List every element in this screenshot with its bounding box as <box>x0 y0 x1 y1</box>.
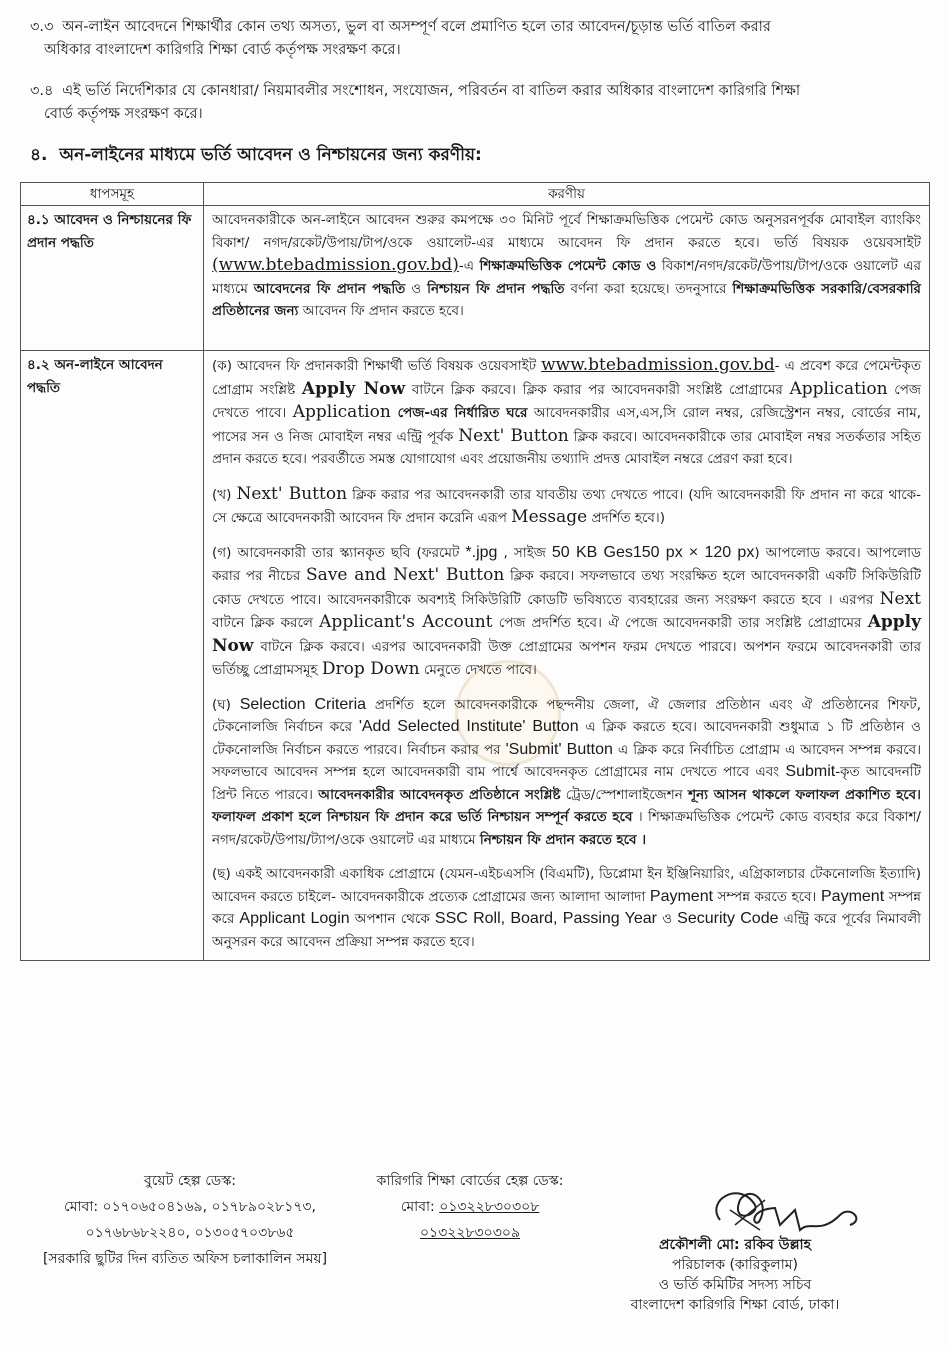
signatory-org: বাংলাদেশ কারিগরি শিক্ষা বোর্ড, ঢাকা। <box>630 1297 840 1313</box>
text: সম্পন্ন করতে হবে। <box>713 888 821 905</box>
text: এ ক্লিক করতে হবে। আবেদনকারী শুধুমাত্র ১ টি প্রতিষ্ঠান ও টেকনোলজি নির্বাচন করতে পারবে। নির্বাচন করার পর <box>212 719 921 758</box>
table-header-row <box>21 183 930 206</box>
text: ও <box>657 911 678 927</box>
table-row <box>21 206 930 351</box>
header-steps: ধাপসমূহ <box>21 183 204 206</box>
step-cha <box>212 863 921 953</box>
fields-term: SSC Roll, Board, Passing Year <box>434 910 657 927</box>
bold-text: শিক্ষাক্রমভিত্তিক সরকারি/বেসরকারি প্রতিষ্ঠানের জন্য <box>212 280 921 319</box>
signatory-title: পরিচালক (কারিকুলাম) <box>671 1257 799 1273</box>
clause-number: ৩.৩ <box>30 19 54 35</box>
bold-text: আবেদনের ফি প্রদান পদ্ধতি <box>253 280 406 297</box>
text: - এ প্রবেশ করে পেমেন্টকৃত প্রোগ্রাম সংশ্লিষ্ট <box>212 358 921 398</box>
apply-now-term: Apply Now <box>212 612 922 656</box>
clause-text-cont: অধিকার বাংলাদেশ কারিগরি শিক্ষা বোর্ড কর্তৃপক্ষ সংরক্ষণ করে। <box>44 42 401 58</box>
selection-criteria-term: Selection Criteria <box>239 695 367 713</box>
text: আবেদনকারীর এস,এস,সি রোল নম্বর, রেজিস্ট্রেশন নম্বর, বোর্ডের নাম, পাসের সন ও নিজ মোবাইল নম্বর এন্ট্রি পূর্বক <box>212 405 921 445</box>
bold-text: শিক্ষাক্রমভিত্তিক পেমেন্ট কোড ও <box>479 258 657 274</box>
bold-text: নিশ্চায়ন ফি প্রদান পদ্ধতি <box>427 280 565 297</box>
text: আবেদন ফি প্রদান করতে হবে। <box>298 303 464 319</box>
phone-number: ০১৩২২৮৩০৩০৯ <box>419 1225 521 1241</box>
signatory-name: প্রকৌশলী মো: রকিব উল্লাহ <box>659 1237 811 1253</box>
text: (খ) <box>212 486 237 503</box>
help-desk-title: বুয়েট হেল্প ডেস্ক: <box>143 1173 236 1189</box>
text: (গ) আবেদনকারী তার স্ক্যানকৃত ছবি (ফরমেট <box>212 544 466 561</box>
table-row <box>21 351 930 961</box>
step-ka <box>212 354 921 471</box>
website-link[interactable]: www.btebadmission.gov.bd <box>541 355 775 375</box>
save-next-term: Save and Next' Button <box>306 565 505 585</box>
next-term: Next <box>879 588 921 609</box>
security-code-term: Security Code <box>677 910 779 927</box>
payment-term: Payment <box>821 887 885 905</box>
drop-down-term: Drop Down <box>321 659 420 679</box>
help-desk-phones: মোবা: ০১৭০৬৫০৪১৬৯, ০১৭৮৯০২৮১৭৩, <box>64 1199 316 1215</box>
applicant-login-term: Applicant Login <box>239 910 350 927</box>
submit-term: Submit <box>785 763 836 780</box>
text: ট্রেড/স্পেশালাইজেশন <box>560 786 689 803</box>
action-cell <box>204 351 930 961</box>
text: বর্ণনা করা হয়েছে। তদনুসারে <box>564 280 733 297</box>
text: প্রদর্শিত হবে।) <box>587 510 666 526</box>
board-help-desk <box>340 1168 600 1246</box>
next-button-term: Next' Button <box>236 483 348 504</box>
application-term: Application <box>789 378 888 399</box>
text: -এ <box>458 258 480 274</box>
bold-text: শূন্য আসন থাকলে ফলাফল প্রকাশিত হবে। ফলাফল প্রকাশ হলে নিশ্চায়ন ফি প্রদান করে ভর্তি নিশ্চায়ন সম্পূর্ন করতে হবে <box>212 786 921 825</box>
header-actions: করণীয় <box>204 183 930 206</box>
text: (ক) আবেদন ফি প্রদানকারী শিক্ষার্থী ভর্তি বিষয়ক ওয়েবসাইট <box>212 358 542 374</box>
text: । শিক্ষাক্রমভিত্তিক পেমেন্ট কোড ব্যবহার করে বিকাশ/নগদ/রকেট/উপায়/ট্যাপ/ওকে ওয়ালেট এর মাধ্যমে <box>212 809 921 848</box>
text: ক্লিক করবে। আবেদনকারীকে তার মোবাইল নম্বর সতর্কতার সহিত প্রদান করতে হবে। পরবর্তীতে সমস্ত যোগাযোগ এবং প্রয়োজনীয় তথ্যাদি প্রদত্ত মোবাইল নম্বরে প্রেরণ করা হবে। <box>212 428 921 467</box>
clause-text: অন-লাইন আবেদনে শিক্ষার্থীর কোন তথ্য অসত্য, ভুল বা অসম্পূর্ণ বলে প্রমাণিত হলে তার আবেদন/চূড়ান্ত ভর্তি বাতিল করার <box>62 19 771 35</box>
mobile-label: মোবা: <box>400 1199 440 1215</box>
text: ) আপলোড করবে। আপলোড করার পর নীচের <box>212 544 921 584</box>
bold-text: আবেদনকারীর আবেদনকৃত প্রতিষ্ঠানে সংশ্লিষ্ট <box>318 786 561 803</box>
submit-term: 'Submit' Button <box>505 740 613 758</box>
signatory-block <box>590 1235 880 1315</box>
text: পেজ দেখতে পাবে। <box>212 381 921 421</box>
apply-now-term: Apply Now <box>301 378 406 399</box>
text: বাটনে ক্লিক করলে <box>212 615 320 631</box>
size-term: 50 KB Ges150 px × 120 px <box>551 543 755 561</box>
text: এ ক্লিক করে নির্বাচিত প্রোগ্রাম এ আবেদন সম্পন্ন করবে। সফলভাবে আবেদন সম্পন্ন হলে আবেদনকারী বাম পার্শ্বে আবেদনকৃত প্রোগ্রামের নাম দেখতে পাবে এবং <box>212 741 922 780</box>
application-term: Application <box>292 402 391 422</box>
text: (ঘ) <box>212 696 240 713</box>
office-hours-note: [সরকারি ছুটির দিন ব্যতিত অফিস চলাকালিন সময়] <box>42 1251 328 1267</box>
help-desk-title: কারিগরি শিক্ষা বোর্ডের হেল্প ডেস্ক: <box>376 1173 564 1189</box>
step-cell: ৪.২ অন-লাইনে আবেদন পদ্ধতি <box>21 351 204 961</box>
step-kha <box>212 483 921 530</box>
account-term: Applicant's Account <box>319 612 493 632</box>
clause-3-4 <box>30 80 920 126</box>
text: ক্লিক করার পর আবেদনকারী তার যাবতীয় তথ্য দেখতে পাবে। (যদি আবেদনকারী ফি প্রদান না করে থাকে- সে ক্ষেত্রে আবেদনকারী আবেদন ফি প্রদান করেনি এরূপ <box>212 486 921 526</box>
step-cell: ৪.১ আবেদন ও নিশ্চায়নের ফি প্রদান পদ্ধতি <box>21 206 204 351</box>
clause-text: এই ভর্তি নির্দেশিকার যে কোনধারা/ নিয়মাবলীর সংশোধন, সংযোজন, পরিবর্তন বা বাতিল করার অধিকার বাংলাদেশ কারিগরি শিক্ষা <box>62 83 801 99</box>
text: , সাইজ <box>497 544 552 561</box>
step-ga <box>212 542 921 682</box>
text: বাটনে ক্লিক করবে। এরপর আবেদনকারী উক্ত প্রোগ্রামের অপশন ফরম দেখতে পারবে। অপশন ফরমে আবেদনকারী তার ভর্তিচ্ছু প্রোগ্রামসমূহ <box>212 638 921 678</box>
next-button-term: Next' Button <box>458 425 569 446</box>
step-gha <box>212 694 921 852</box>
text: ক্লিক করবে। সফলভাবে তথ্য সংরক্ষিত হলে আবেদনকারী একটি সিকিউরিটি কোড দেখতে পাবে। আবেদনকারীকে অবশ্যই সিকিউরিটি কোডটি ভবিষ্যতে ব্যবহারের জন্য সংরক্ষণ করতে হবে । এরপর <box>212 568 921 608</box>
text: অপশান থেকে <box>349 911 435 927</box>
format-term: *.jpg <box>465 543 498 561</box>
clause-3-3 <box>30 16 920 62</box>
bold-text: নিশ্চায়ন ফি প্রদান করতে হবে । <box>479 831 647 848</box>
phone-number: ০১৩২২৮৩০৩০৮ <box>439 1199 540 1215</box>
section-number: ৪. <box>30 145 48 165</box>
text: সম্পন্ন করে <box>212 888 922 927</box>
instructions-table <box>20 182 930 961</box>
text: পেজ প্রদর্শিত হবে। ঐ পেজে আবেদনকারী তার সংশ্লিষ্ট প্রোগ্রামের <box>492 615 868 631</box>
signatory-title: ও ভর্তি কমিটির সদস্য সচিব <box>658 1277 812 1293</box>
text: বাটনে ক্লিক করবে। ক্লিক করার পর আবেদনকারী সংশ্লিষ্ট প্রোগ্রামের <box>405 381 790 398</box>
website-link[interactable]: (www.btebadmission.gov.bd) <box>212 255 459 275</box>
section-4-heading <box>30 142 482 170</box>
bold-text: পেজ-এর নির্ধারিত ঘরে <box>390 405 528 421</box>
section-title: অন-লাইনের মাধ্যমে ভর্তি আবেদন ও নিশ্চায়নের জন্য করণীয়: <box>59 145 482 165</box>
clause-text-cont: বোর্ড কর্তৃপক্ষ সংরক্ষণ করে। <box>44 106 203 122</box>
text: প্রদর্শিত হলে আবেদনকারীকে পছন্দনীয় জেলা, ঐ জেলার প্রতিষ্ঠান এবং ঐ প্রতিষ্ঠানের শিফট, টেকনোলজি নির্বাচন করে <box>212 696 921 735</box>
help-desk-phones: ০১৭৬৮৬৮২২৪০, ০১৩০৫৭০৩৮৬৫ <box>85 1225 295 1241</box>
add-institute-term: 'Add Selected Institute' Button <box>358 718 579 735</box>
text: -কৃত আবেদনটি প্রিন্ট নিতে পারবে। <box>212 764 921 803</box>
text: মেনুতে দেখতে পাবে। <box>419 662 537 678</box>
text: এন্ট্রি করে পূর্বের নিমাবলী অনুসরন করে আবেদন প্রক্রিয়া সম্পন্ন করতে হবে। <box>212 911 922 950</box>
message-term: Message <box>511 507 588 527</box>
text: বিকাশ/নগদ/রকেট/উপায়/টাপ/ওকে ওয়ালেট এর মাধ্যমে <box>212 258 921 297</box>
text: ও <box>405 280 428 297</box>
buet-help-desk <box>40 1168 340 1272</box>
payment-term: Payment <box>649 887 714 905</box>
action-cell <box>204 206 930 351</box>
clause-number: ৩.৪ <box>30 83 54 99</box>
text: আবেদনকারীকে অন-লাইনে আবেদন শুরুর কমপক্ষে ৩০ মিনিট পূর্বে শিক্ষাক্রমভিত্তিক পেমেন্ট কোড অনুসরনপূর্বক মোবাইল ব্যাংকিং বিকাশ/ নগদ/রকেট/উপায়/টাপ/ওকে ওয়ালেট-এর মাধ্যমে আবেদন ফি প্রদান করতে হবে। ভর্তি বিষয়ক ওয়েবসাইট <box>212 212 921 251</box>
text: (ছ) একই আবেদনকারী একাধিক প্রোগ্রামে (যেমন-এইচএসসি (বিএমটি), ডিপ্লোমা ইন ইঞ্জিনিয়ারিং, এগ্রিকালচার টেকনোলজি ইত্যাদি) আবেদন করতে চাইলে- আবেদনকারীকে প্রত্যেক প্রোগ্রামের জন্য আলাদা আলাদা <box>212 866 921 905</box>
